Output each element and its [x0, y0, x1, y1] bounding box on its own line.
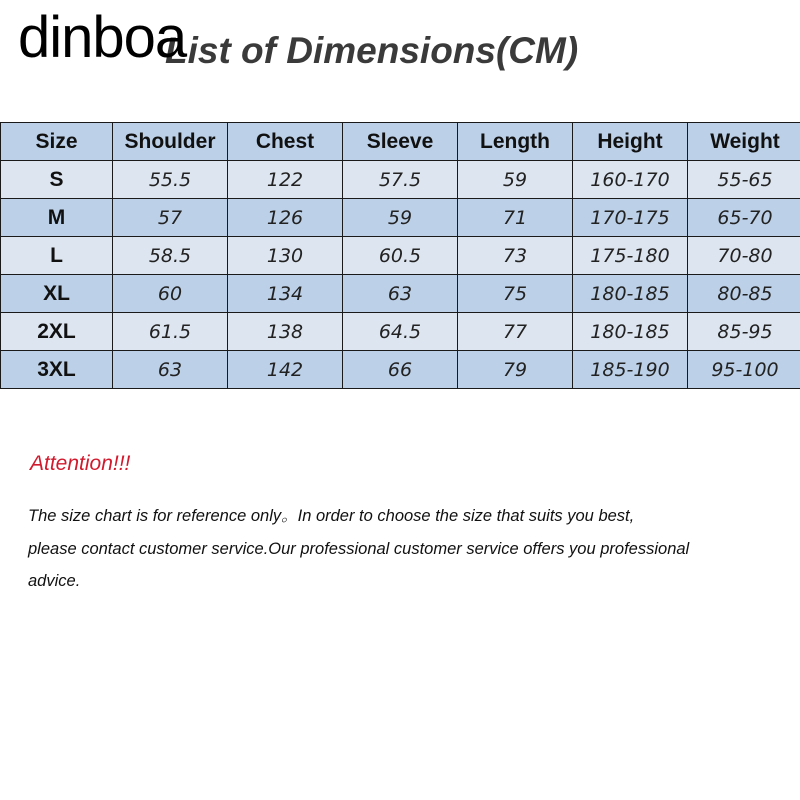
- brand-watermark: dinboa: [18, 5, 187, 70]
- table-cell: 57.5: [343, 161, 458, 199]
- table-cell: 134: [228, 275, 343, 313]
- table-cell-size: 2XL: [1, 313, 113, 351]
- table-cell: 63: [113, 351, 228, 389]
- table-cell: 95-100: [688, 351, 800, 389]
- column-header-weight: Weight: [688, 123, 800, 161]
- table-cell: 170-175: [573, 199, 688, 237]
- table-cell: 138: [228, 313, 343, 351]
- table-cell: 160-170: [573, 161, 688, 199]
- table-cell: 65-70: [688, 199, 800, 237]
- page-title: List of Dimensions(CM): [165, 30, 579, 71]
- table-cell: 66: [343, 351, 458, 389]
- table-cell: 55.5: [113, 161, 228, 199]
- table-cell: 59: [343, 199, 458, 237]
- table-cell: 142: [228, 351, 343, 389]
- table-cell: 79: [458, 351, 573, 389]
- table-cell: 57: [113, 199, 228, 237]
- table-row: [1, 275, 800, 313]
- column-header-height: Height: [573, 123, 688, 161]
- table-row: [1, 161, 800, 199]
- table-header-row: [1, 123, 800, 161]
- note-line: please contact customer service.Our professional customer service offers you professional: [28, 539, 690, 558]
- table-cell-size: L: [1, 237, 113, 275]
- column-header-size: Size: [1, 123, 113, 161]
- table-cell: 55-65: [688, 161, 800, 199]
- table-cell: 130: [228, 237, 343, 275]
- table-cell: 122: [228, 161, 343, 199]
- table-cell: 63: [343, 275, 458, 313]
- table-cell: 126: [228, 199, 343, 237]
- table-cell: 64.5: [343, 313, 458, 351]
- table-cell: 77: [458, 313, 573, 351]
- note-line: The size chart is for reference only。In order to choose the size that suits you best,: [28, 507, 635, 525]
- table-cell: 185-190: [573, 351, 688, 389]
- table-row: [1, 237, 800, 275]
- table-body: [1, 161, 800, 389]
- table-row: [1, 313, 800, 351]
- table-cell: 59: [458, 161, 573, 199]
- size-note-paragraph: [28, 500, 788, 598]
- table-row: [1, 199, 800, 237]
- size-chart-table: [0, 122, 800, 389]
- column-header-sleeve: Sleeve: [343, 123, 458, 161]
- column-header-chest: Chest: [228, 123, 343, 161]
- table-cell: 85-95: [688, 313, 800, 351]
- table-cell: 70-80: [688, 237, 800, 275]
- table-cell: 61.5: [113, 313, 228, 351]
- table-cell: 180-185: [573, 275, 688, 313]
- table-cell-size: XL: [1, 275, 113, 313]
- table-cell: 71: [458, 199, 573, 237]
- table-cell: 58.5: [113, 237, 228, 275]
- table-cell: 60: [113, 275, 228, 313]
- table-cell: 73: [458, 237, 573, 275]
- note-line: advice.: [28, 572, 81, 590]
- table-cell-size: 3XL: [1, 351, 113, 389]
- table-cell: 180-185: [573, 313, 688, 351]
- table-cell-size: S: [1, 161, 113, 199]
- table-cell-size: M: [1, 199, 113, 237]
- table-row: [1, 351, 800, 389]
- table-cell: 75: [458, 275, 573, 313]
- column-header-shoulder: Shoulder: [113, 123, 228, 161]
- table-cell: 80-85: [688, 275, 800, 313]
- attention-heading: Attention!!!: [30, 452, 131, 475]
- table-cell: 175-180: [573, 237, 688, 275]
- table-cell: 60.5: [343, 237, 458, 275]
- column-header-length: Length: [458, 123, 573, 161]
